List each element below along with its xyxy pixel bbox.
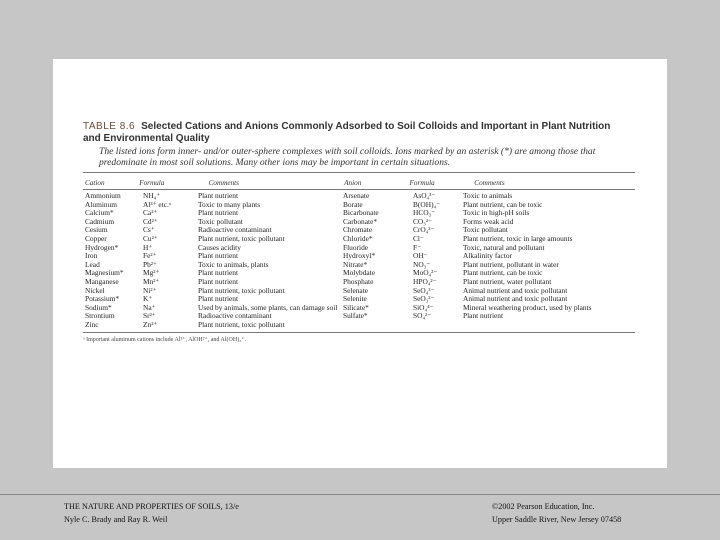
footer-authors: Nyle C. Brady and Ray R. Weil [64, 515, 168, 524]
anion-comment: Plant nutrient, can be toxic [463, 268, 543, 278]
table-number: TABLE 8.6 [83, 121, 136, 132]
cation-comment: Causes acidity [198, 242, 241, 252]
anion-comment: Animal nutrient and toxic pollutant [463, 294, 568, 304]
table-header-row [83, 177, 635, 189]
cation-formula: Zn²⁺ [143, 319, 158, 329]
cation-formula: Pb²⁺ [143, 259, 157, 269]
anion-formula: F⁻ [413, 242, 422, 252]
footer-right [492, 500, 621, 526]
anion-formula: CrO₄²⁻ [413, 225, 435, 235]
table-bottom-rule [83, 332, 635, 333]
anion-comment: Toxic to animals [463, 191, 513, 200]
table-caption: The listed ions form inner- and/or outer-sphere complexes with soil colloids. Ions marked by an asterisk (*) are among those that predominate in most soil solutions. Many other ions may be important in certain situations. [99, 146, 596, 168]
header-cation-comments: Comments [208, 179, 239, 187]
cation-name: Ammonium [85, 191, 121, 200]
cation-formula: Na⁺ [143, 302, 156, 312]
header-bottom-rule [83, 189, 635, 190]
anion-formula: Cl⁻ [413, 233, 424, 243]
cation-name: Cadmium [85, 216, 115, 226]
anion-comment: Plant nutrient [463, 311, 504, 321]
footer-divider [0, 494, 720, 495]
anion-formula: MoO₄²⁻ [413, 268, 438, 278]
footer-copyright: ©2002 Pearson Education, Inc. [492, 502, 595, 511]
anion-comment [463, 321, 635, 330]
anion-name: Phosphate [343, 276, 374, 286]
table-title-line1: Selected Cations and Anions Commonly Adsorbed to Soil Colloids and Important in Plant Nutrition [141, 121, 611, 132]
cation-formula: Fe²⁺ [143, 251, 157, 261]
anion-name: Hydroxyl* [343, 251, 376, 261]
table-row [83, 312, 635, 321]
table-title-line2: and Environmental Quality [83, 133, 210, 144]
anion-comment: Plant nutrient, toxic in large amounts [463, 233, 573, 243]
anion-comment: Toxic in high-pH soils [463, 208, 530, 218]
anion-formula: AsO₄³⁻ [413, 191, 436, 200]
anion-name: Nitrate* [343, 259, 368, 269]
anion-formula: HPO₄²⁻ [413, 276, 437, 286]
cation-formula: Cd²⁺ [143, 216, 158, 226]
cation-name: Calcium* [85, 208, 114, 218]
anion-comment: Alkalinity factor [463, 251, 513, 261]
anion-comment: Animal nutrient and toxic pollutant [463, 285, 568, 295]
cation-name: Lead [85, 259, 100, 269]
header-anion-formula: Formula [409, 179, 435, 187]
cation-comment: Plant nutrient [198, 268, 239, 278]
cation-formula: Ca²⁺ [143, 208, 158, 218]
cation-comment: Plant nutrient, toxic pollutant [198, 285, 285, 295]
cation-formula: H⁺ [143, 242, 153, 252]
anion-formula: SeO₃²⁻ [413, 294, 435, 304]
cation-name: Potassium* [85, 294, 120, 304]
cation-name: Zinc [85, 319, 99, 329]
anion-formula: OH⁻ [413, 251, 428, 261]
cation-formula: Cu²⁺ [143, 233, 158, 243]
cation-comment: Radioactive contaminant [198, 225, 272, 235]
cation-comment: Toxic to many plants [198, 199, 261, 209]
anion-name: Molybdate [343, 268, 376, 278]
header-cation-formula: Formula [139, 179, 165, 187]
header-anion: Anion [344, 179, 362, 187]
anion-comment: Forms weak acid [463, 216, 514, 226]
cation-formula: Ni²⁺ [143, 285, 157, 295]
anion-comment: Mineral weathering product, used by plants [463, 302, 592, 312]
anion-comment: Plant nutrient, water pollutant [463, 276, 552, 286]
cation-comment: Plant nutrient [198, 191, 239, 200]
anion-name: Selenate [343, 285, 369, 295]
anion-formula: B(OH)₄⁻ [413, 199, 441, 209]
cation-formula: Cs⁺ [143, 225, 155, 235]
anion-formula: SiO₄⁴⁻ [413, 302, 434, 312]
cation-comment: Used by animals, some plants, can damage soil [198, 302, 338, 312]
cation-comment: Toxic to animals, plants [198, 259, 269, 269]
cation-formula: Mn²⁺ [143, 276, 160, 286]
anion-name: Arsenate [343, 191, 370, 200]
cation-name: Iron [85, 251, 98, 261]
cation-comment: Plant nutrient [198, 294, 239, 304]
cation-comment: Plant nutrient, toxic pollutant [198, 319, 285, 329]
anion-name [343, 321, 413, 330]
anion-name: Silicate* [343, 302, 369, 312]
anion-name: Bicarbonate [343, 208, 379, 218]
cation-name: Nickel [85, 285, 105, 295]
anion-name: Sulfate* [343, 311, 368, 321]
cation-comment: Plant nutrient, toxic pollutant [198, 233, 285, 243]
anion-name: Fluoride [343, 242, 369, 252]
cation-comment: Plant nutrient [198, 251, 239, 261]
cation-comment: Plant nutrient [198, 276, 239, 286]
anion-formula: CO₃²⁻ [413, 216, 432, 226]
header-anion-comments: Comments [474, 179, 505, 187]
cation-name: Sodium* [85, 302, 112, 312]
anion-comment: Toxic, natural and pollutant [463, 242, 545, 252]
cation-comment: Radioactive contaminant [198, 311, 272, 321]
footer-left [64, 500, 239, 526]
cation-formula: Mg²⁺ [143, 268, 160, 278]
anion-formula: NO₃⁻ [413, 259, 431, 269]
cation-name: Aluminum [85, 199, 118, 209]
header-cation: Cation [85, 179, 105, 187]
table-card [83, 121, 635, 343]
cation-formula: K⁺ [143, 294, 153, 304]
anion-formula: SeO₄²⁻ [413, 285, 435, 295]
cation-name: Strontium [85, 311, 115, 321]
cation-name: Cesium [85, 225, 108, 235]
header-top-rule [83, 172, 635, 173]
slide-panel [53, 59, 667, 468]
anion-name: Borate [343, 199, 363, 209]
anion-name: Carbonate* [343, 216, 378, 226]
cation-formula: Al³⁺ etc.ᵃ [143, 199, 171, 209]
cation-comment: Toxic pollutant [198, 216, 243, 226]
table-footnote: ᵃ Important aluminum cations include Al³⁺, AlOH²⁺, and Al(OH)₂⁺. [83, 336, 246, 343]
anion-comment: Plant nutrient, can be toxic [463, 199, 543, 209]
anion-comment: Plant nutrient, pollutant in water [463, 259, 559, 269]
anion-formula [413, 321, 463, 330]
cation-name: Magnesium* [85, 268, 124, 278]
cation-comment: Plant nutrient [198, 208, 239, 218]
footer-publisher-location: Upper Saddle River, New Jersey 07458 [492, 515, 622, 524]
anion-formula: HCO₃⁻ [413, 208, 436, 218]
cation-name: Copper [85, 233, 107, 243]
table-row [83, 321, 635, 330]
anion-name: Chromate [343, 225, 373, 235]
table-body [83, 192, 635, 330]
table-title [83, 121, 635, 133]
cation-formula: Sr²⁺ [143, 311, 156, 321]
footer-book-title: THE NATURE AND PROPERTIES OF SOILS, 13/e [64, 502, 239, 511]
cation-name: Hydrogen* [85, 242, 119, 252]
anion-name: Chloride* [343, 233, 373, 243]
cation-formula: NH₄⁺ [143, 191, 161, 200]
cation-name: Manganese [85, 276, 119, 286]
anion-name: Selenite [343, 294, 367, 304]
anion-comment: Toxic pollutant [463, 225, 508, 235]
anion-formula: SO₄²⁻ [413, 311, 432, 321]
